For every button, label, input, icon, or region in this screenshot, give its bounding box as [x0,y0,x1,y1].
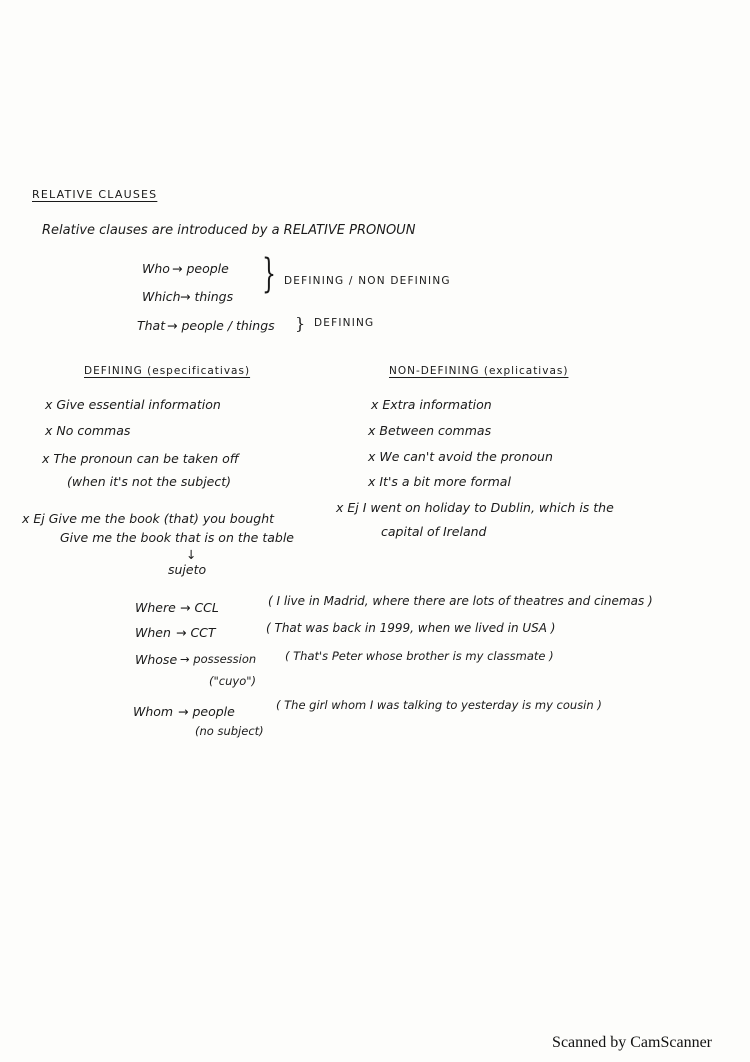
pronoun-which-arrow: → things [180,289,234,304]
defining-example-2: Give me the book that is on the table [60,530,294,545]
pronoun-who: Who [142,261,170,276]
whose-arrow: → possession [180,652,257,666]
defining-example-1: x Ej Give me the book (that) you bought [22,511,275,526]
non-defining-point-2: x Between commas [368,423,492,438]
whose-label: Whose [135,652,178,667]
pronoun-who-arrow: → people [172,261,229,276]
defining-point-1: x Give essential information [45,397,221,412]
pronoun-that-arrow: → people / things [167,318,275,333]
defining-point-2: x No commas [45,423,131,438]
brace-right: } [262,251,276,297]
when-label: When [135,625,171,640]
whom-note: (no subject) [195,724,264,738]
defining-point-3: x The pronoun can be taken off [42,451,239,466]
where-arrow: → CCL [180,600,219,615]
when-arrow: → CCT [176,625,216,640]
down-arrow: ↓ [186,547,197,562]
non-defining-heading: NON-DEFINING (explicativas) [389,365,569,377]
non-defining-point-4: x It's a bit more formal [368,474,511,489]
where-label: Where [135,600,176,615]
whom-example: ( The girl whom I was talking to yesterday is my cousin ) [276,698,602,712]
defining-nondefining-label: DEFINING / NON DEFINING [284,275,451,287]
camscanner-watermark: Scanned by CamScanner [552,1034,712,1051]
defining-point-3-note: (when it's not the subject) [67,474,232,489]
page-title: RELATIVE CLAUSES [32,188,158,201]
when-example: ( That was back in 1999, when we lived in USA ) [266,621,556,635]
non-defining-example-1: x Ej I went on holiday to Dublin, which is the [336,500,614,515]
that-brace: } [295,314,306,333]
non-defining-example-2: capital of Ireland [381,524,487,539]
where-example: ( I live in Madrid, where there are lots of theatres and cinemas ) [268,594,653,608]
whose-example: ( That's Peter whose brother is my classmate ) [285,649,554,663]
sujeto-label: sujeto [168,562,207,577]
pronoun-which: Which [142,289,181,304]
intro-line: Relative clauses are introduced by a RELATIVE PRONOUN [42,223,416,238]
defining-heading: DEFINING (especificativas) [84,365,251,377]
non-defining-point-1: x Extra information [371,397,492,412]
defining-label: DEFINING [314,317,375,329]
whose-note: ("cuyo") [209,674,257,688]
non-defining-point-3: x We can't avoid the pronoun [368,449,553,464]
whom-label: Whom [133,704,174,719]
pronoun-that: That [137,318,166,333]
whom-arrow: → people [178,704,235,719]
